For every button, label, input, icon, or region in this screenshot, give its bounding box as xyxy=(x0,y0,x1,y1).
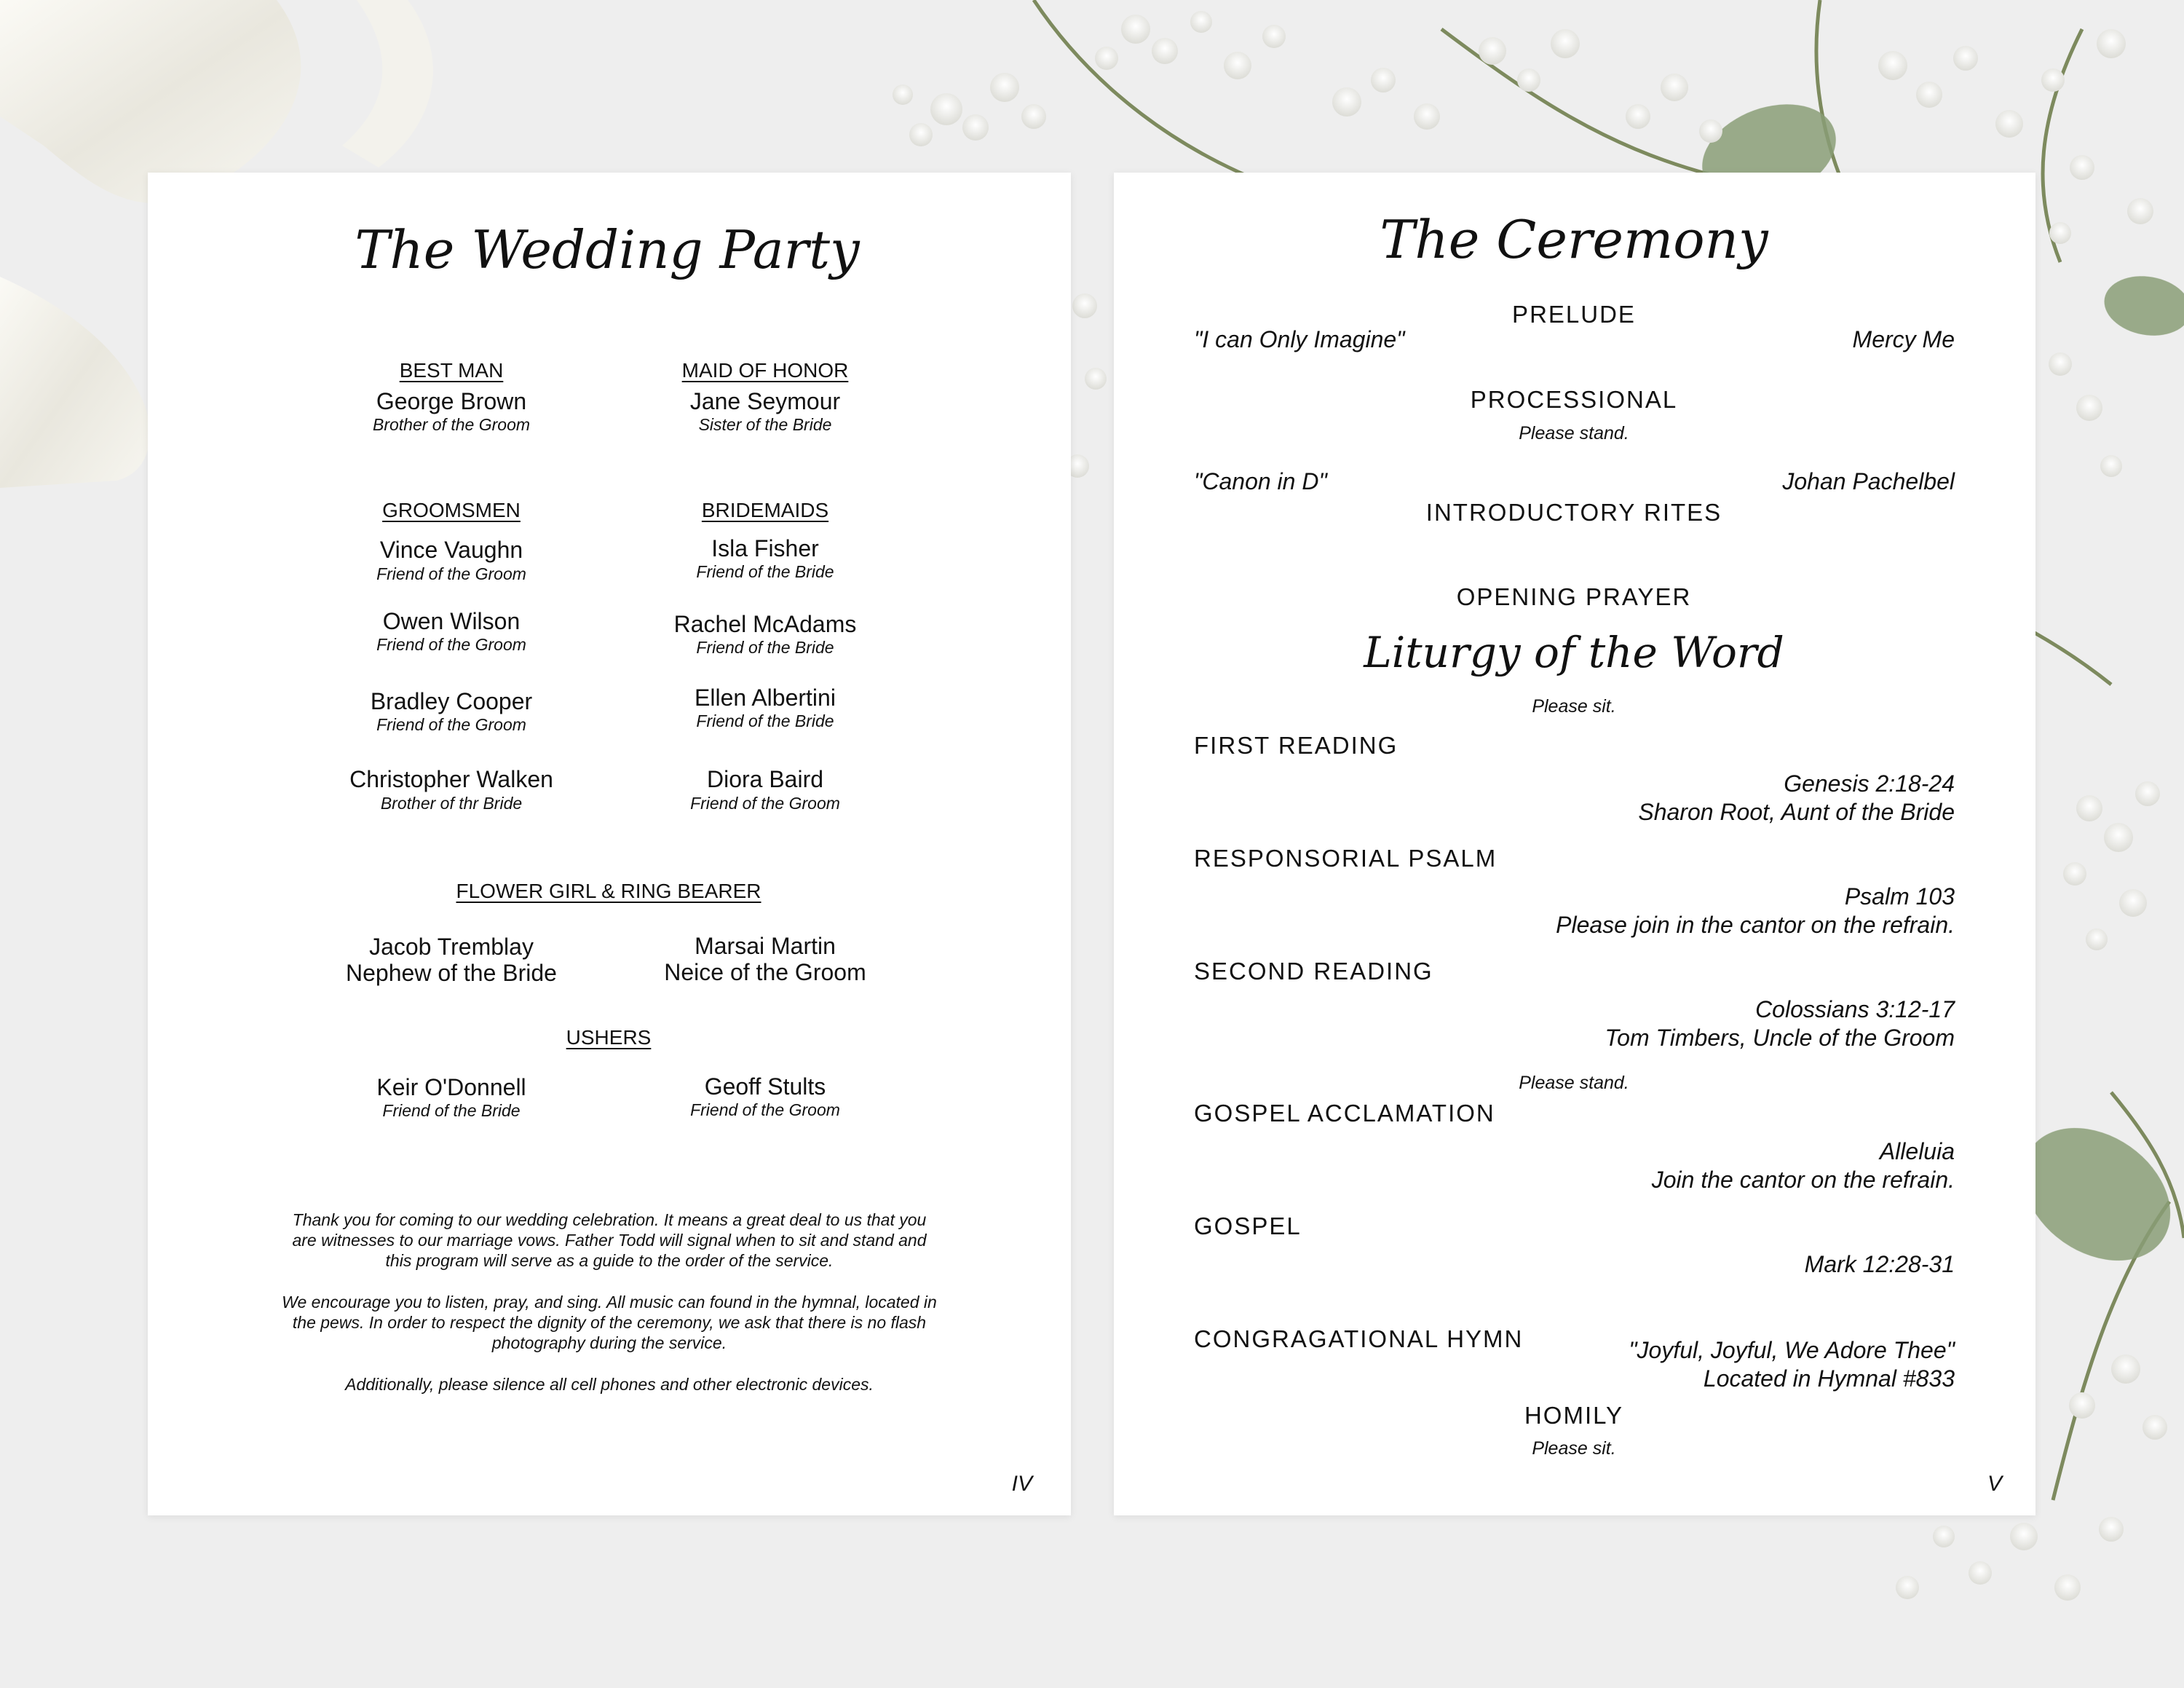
best-man-role: Brother of the Groom xyxy=(372,415,531,434)
gospel-acclamation-note: Please stand. xyxy=(1519,1073,1629,1093)
flower-ring-heading: FLOWER GIRL & RING BEARER xyxy=(456,880,761,902)
bridesmaid-role: Friend of the Bride xyxy=(696,638,834,657)
bridesmaid-role: Friend of the Groom xyxy=(690,794,840,813)
groomsman-role: Friend of the Groom xyxy=(376,564,526,583)
processional-song: "Canon in D" xyxy=(1194,468,1327,494)
homily-heading: HOMILY xyxy=(1524,1402,1624,1429)
best-man-heading: BEST MAN xyxy=(399,359,504,382)
introductory-rites-heading: INTRODUCTORY RITES xyxy=(1425,499,1722,526)
devices-note: Additionally, please silence all cell phones and other electronic devices. xyxy=(345,1375,874,1394)
prelude-song: "I can Only Imagine" xyxy=(1194,326,1405,352)
processional-heading: PROCESSIONAL xyxy=(1470,386,1678,413)
groomsman-role: Friend of the Groom xyxy=(376,635,526,654)
groomsman-name: Bradley Cooper xyxy=(370,688,533,714)
maid-of-honor-name: Jane Seymour xyxy=(689,388,841,414)
usher-name: Keir O'Donnell xyxy=(376,1074,526,1100)
hymn-heading: CONGRAGATIONAL HYMN xyxy=(1194,1325,1524,1352)
usher-role: Friend of the Bride xyxy=(382,1101,521,1120)
prelude-artist: Mercy Me xyxy=(1852,326,1955,352)
psalm-instruction: Please join in the cantor on the refrain. xyxy=(1556,912,1955,938)
processional-note: Please stand. xyxy=(1519,423,1629,443)
second-reading-passage: Colossians 3:12-17 xyxy=(1755,996,1955,1022)
groomsmen-heading: GROOMSMEN xyxy=(382,499,521,521)
usher-role: Friend of the Groom xyxy=(690,1100,840,1119)
hymn-location: Located in Hymnal #833 xyxy=(1703,1365,1955,1392)
ushers-heading: USHERS xyxy=(566,1026,652,1049)
psalm-passage: Psalm 103 xyxy=(1844,883,1955,910)
gospel-acclamation-heading: GOSPEL ACCLAMATION xyxy=(1194,1100,1495,1127)
bridesmaid-role: Friend of the Bride xyxy=(696,711,834,730)
page-number: IV xyxy=(1011,1472,1032,1496)
ring-bearer-name: Jacob Tremblay xyxy=(369,934,534,960)
hymnal-paragraph: We encourage you to listen, pray, and sing. All music can found in the hymnal, located in the pews. In order to respect the dignity of the ceremony, we ask that there is no flash photography during the service. xyxy=(282,1293,937,1352)
wedding-party-page xyxy=(148,173,1071,1515)
first-reading-reader: Sharon Root, Aunt of the Bride xyxy=(1638,799,1955,825)
bridesmaid-name: Diora Baird xyxy=(706,766,824,792)
page-title: The Ceremony xyxy=(1380,209,1768,270)
flower-girl-role: Neice of the Groom xyxy=(664,959,866,985)
groomsman-role: Friend of the Groom xyxy=(376,715,526,734)
homily-note: Please sit. xyxy=(1532,1438,1616,1459)
ceremony-page xyxy=(1114,173,2035,1515)
liturgy-title: Liturgy of the Word xyxy=(1364,628,1784,677)
groomsman-role: Brother of thr Bride xyxy=(380,794,523,813)
page-number: V xyxy=(1987,1472,2002,1496)
prelude-heading: PRELUDE xyxy=(1512,301,1636,328)
best-man-name: George Brown xyxy=(376,388,527,414)
first-reading-passage: Genesis 2:18-24 xyxy=(1784,770,1955,797)
liturgy-note: Please sit. xyxy=(1532,696,1616,717)
acclamation-instruction: Join the cantor on the refrain. xyxy=(1651,1167,1955,1193)
bridesmaid-name: Ellen Albertini xyxy=(695,685,836,711)
page-title: The Wedding Party xyxy=(355,219,860,280)
flower-girl-name: Marsai Martin xyxy=(695,933,836,959)
maid-of-honor-heading: MAID OF HONOR xyxy=(681,359,849,382)
gospel-passage: Mark 12:28-31 xyxy=(1804,1251,1955,1277)
acclamation-text: Alleluia xyxy=(1879,1138,1955,1164)
welcome-paragraph: Thank you for coming to our wedding celebration. It means a great deal to us that you are witnesses to our marriage vows. Father Todd will signal when to sit and stand and this program will serve as a guide to the order of the service. xyxy=(292,1210,927,1270)
bridesmaids-heading: BRIDEMAIDS xyxy=(701,499,829,521)
first-reading-heading: FIRST READING xyxy=(1194,732,1398,759)
usher-name: Geoff Stults xyxy=(704,1073,826,1100)
groomsman-name: Christopher Walken xyxy=(349,766,553,792)
bridesmaid-name: Rachel McAdams xyxy=(673,611,857,637)
bridesmaid-name: Isla Fisher xyxy=(711,535,819,561)
opening-prayer-heading: OPENING PRAYER xyxy=(1456,583,1692,610)
second-reading-heading: SECOND READING xyxy=(1194,958,1433,985)
gospel-heading: GOSPEL xyxy=(1194,1212,1302,1239)
responsorial-psalm-heading: RESPONSORIAL PSALM xyxy=(1194,845,1497,872)
groomsman-name: Owen Wilson xyxy=(382,608,521,634)
processional-composer: Johan Pachelbel xyxy=(1782,468,1955,494)
maid-of-honor-role: Sister of the Bride xyxy=(698,415,832,434)
groomsman-name: Vince Vaughn xyxy=(379,537,523,563)
bridesmaid-role: Friend of the Bride xyxy=(696,562,834,581)
hymn-title: "Joyful, Joyful, We Adore Thee" xyxy=(1629,1337,1955,1363)
second-reading-reader: Tom Timbers, Uncle of the Groom xyxy=(1605,1025,1955,1051)
ring-bearer-role: Nephew of the Bride xyxy=(346,960,557,986)
